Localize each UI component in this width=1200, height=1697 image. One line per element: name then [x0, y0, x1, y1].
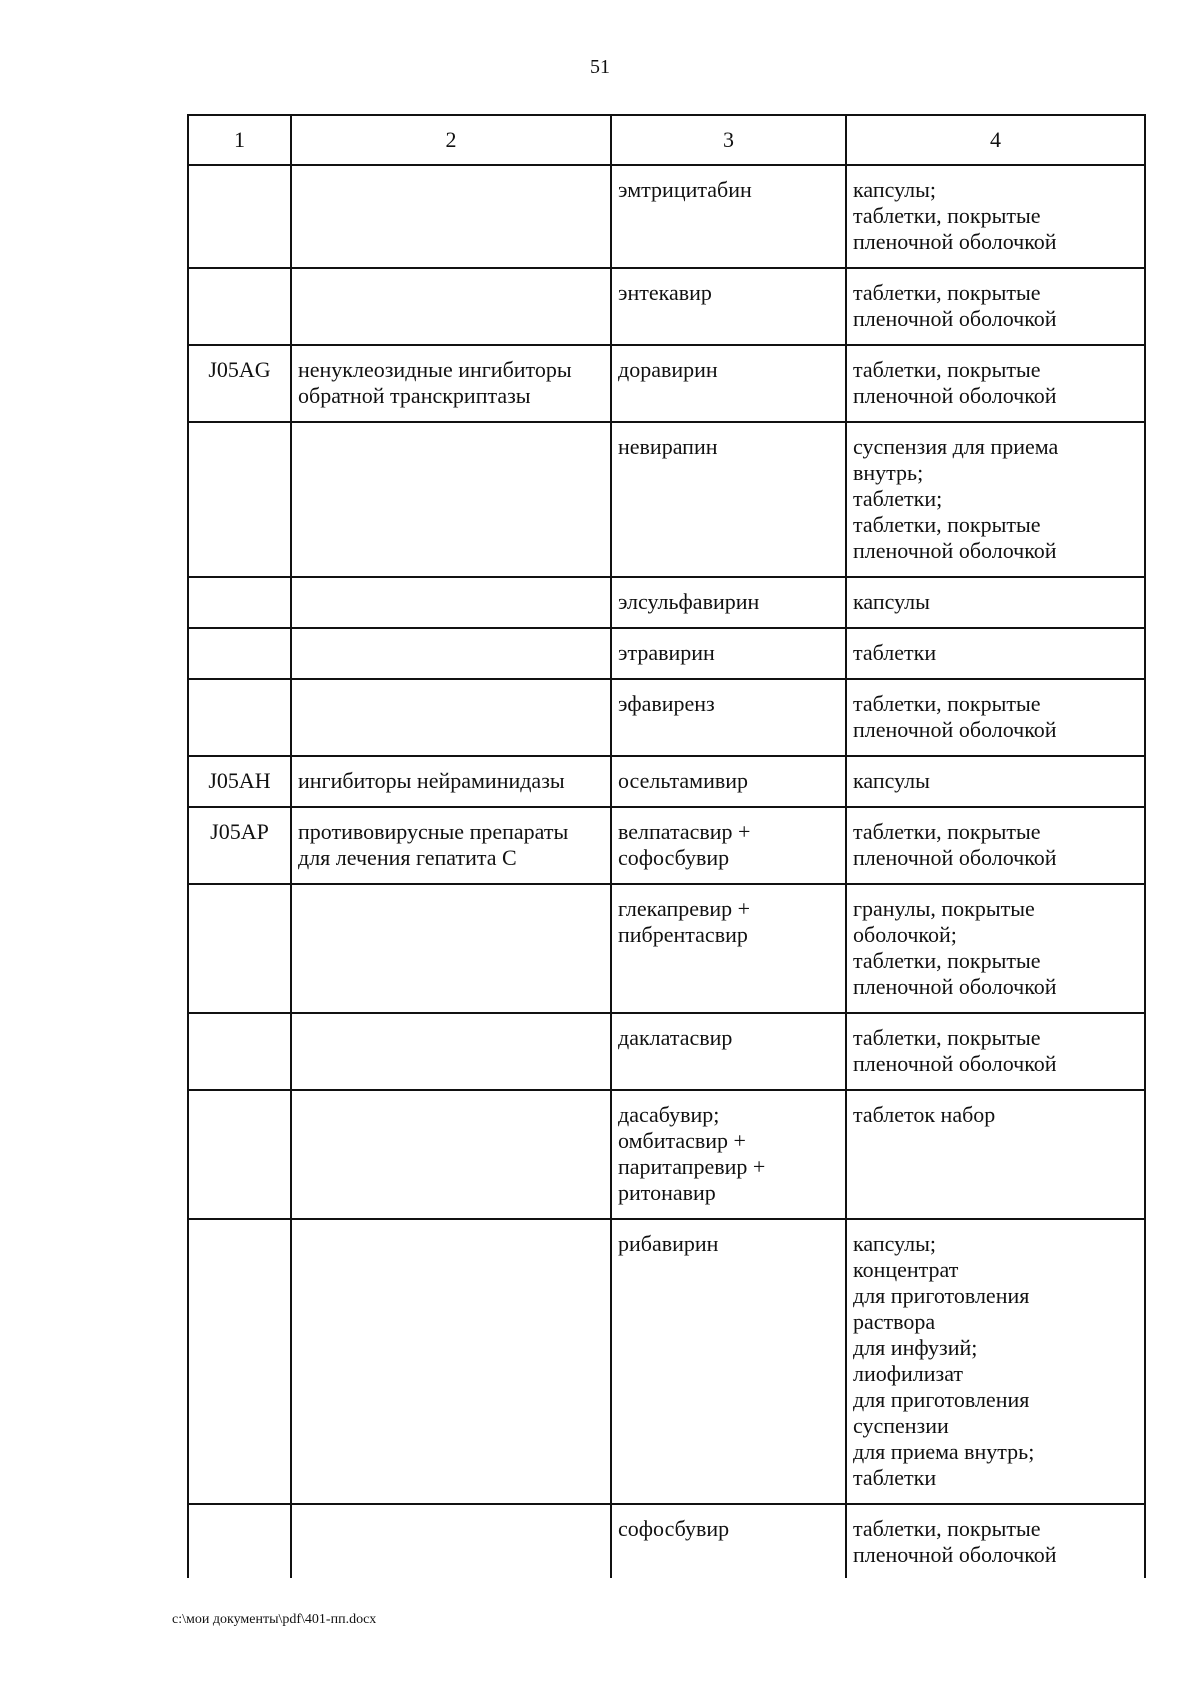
drug-name-line: доравирин [618, 357, 718, 382]
column-header: 4 [846, 115, 1145, 165]
dosage-form-line: таблетки, покрытые [853, 280, 1041, 305]
dosage-form-line: пленочной оболочкой [853, 717, 1057, 742]
drug-name-cell [611, 165, 846, 268]
dosage-form-line: для приготовления [853, 1387, 1030, 1412]
drug-name-line: невирапин [618, 434, 718, 459]
dosage-form-cell [846, 628, 1145, 679]
atc-code-cell: J05AP [188, 807, 291, 884]
dosage-form-line: таблетки; [853, 486, 943, 511]
atc-code-cell [188, 1504, 291, 1578]
group-cell [291, 756, 611, 807]
group-cell [291, 422, 611, 577]
drug-name-line: эфавиренз [618, 691, 715, 716]
table-row [188, 1504, 1145, 1578]
dosage-form-line: для инфузий; [853, 1335, 978, 1360]
dosage-form-line: пленочной оболочкой [853, 974, 1057, 999]
dosage-form-cell [846, 679, 1145, 756]
table-row [188, 345, 1145, 422]
drug-name-line: паритапревир + [618, 1154, 766, 1179]
drug-name-cell [611, 577, 846, 628]
atc-code-cell [188, 1013, 291, 1090]
dosage-form-cell [846, 1219, 1145, 1504]
dosage-form-cell [846, 1504, 1145, 1578]
table-row [188, 577, 1145, 628]
dosage-form-cell [846, 884, 1145, 1013]
footer-file-path: c:\мои документы\pdf\401-пп.docx [172, 1612, 377, 1627]
drug-name-cell [611, 628, 846, 679]
group-cell [291, 268, 611, 345]
drug-name-cell [611, 884, 846, 1013]
table-header-row [188, 115, 1145, 165]
dosage-form-line: концентрат [853, 1257, 959, 1282]
group-cell [291, 679, 611, 756]
drug-name-line: глекапревир + [618, 896, 751, 921]
column-header: 1 [188, 115, 291, 165]
drug-name-cell [611, 1090, 846, 1219]
group-cell [291, 628, 611, 679]
group-cell [291, 1013, 611, 1090]
group-cell [291, 1219, 611, 1504]
atc-code-cell [188, 884, 291, 1013]
group-cell [291, 345, 611, 422]
dosage-form-cell [846, 422, 1145, 577]
dosage-form-line: таблетки [853, 640, 937, 665]
dosage-form-cell [846, 268, 1145, 345]
dosage-form-line: пленочной оболочкой [853, 845, 1057, 870]
table-row [188, 679, 1145, 756]
drug-name-line: даклатасвир [618, 1025, 733, 1050]
dosage-form-line: лиофилизат [853, 1361, 964, 1386]
group-cell [291, 1504, 611, 1578]
dosage-form-line: гранулы, покрытые [853, 896, 1035, 921]
dosage-form-line: таблетки, покрытые [853, 1516, 1041, 1541]
drug-name-line: этравирин [618, 640, 715, 665]
atc-code-cell [188, 1219, 291, 1504]
page-number: 51 [590, 56, 610, 78]
dosage-form-cell [846, 345, 1145, 422]
dosage-form-line: таблетки, покрытые [853, 819, 1041, 844]
drug-name-cell [611, 807, 846, 884]
atc-code-cell: J05AG [188, 345, 291, 422]
drug-name-line: пибрентасвир [618, 922, 748, 947]
table-row [188, 1219, 1145, 1504]
drug-name-line: ритонавир [618, 1180, 716, 1205]
drug-name-line: эмтрицитабин [618, 177, 752, 202]
dosage-form-line: для приготовления [853, 1283, 1030, 1308]
table-row [188, 422, 1145, 577]
dosage-form-line: раствора [853, 1309, 936, 1334]
drug-name-line: омбитасвир + [618, 1128, 746, 1153]
table-row [188, 1090, 1145, 1219]
dosage-form-line: для приема внутрь; [853, 1439, 1035, 1464]
dosage-form-line: капсулы; [853, 177, 936, 202]
atc-code-cell [188, 628, 291, 679]
dosage-form-cell [846, 807, 1145, 884]
drug-name-cell [611, 268, 846, 345]
drug-name-cell [611, 679, 846, 756]
dosage-form-line: таблетки, покрытые [853, 1025, 1041, 1050]
table-row [188, 807, 1145, 884]
column-header: 2 [291, 115, 611, 165]
group-line: противовирусные препараты [298, 819, 569, 844]
table-row [188, 268, 1145, 345]
dosage-form-cell [846, 1090, 1145, 1219]
group-line: для лечения гепатита С [298, 845, 517, 870]
drug-name-line: софосбувир [618, 845, 730, 870]
drug-name-line: осельтамивир [618, 768, 749, 793]
dosage-form-line: оболочкой; [853, 922, 957, 947]
table-body [188, 165, 1145, 1578]
table-row [188, 884, 1145, 1013]
drug-name-line: элсульфавирин [618, 589, 760, 614]
dosage-form-line: пленочной оболочкой [853, 1542, 1057, 1567]
dosage-form-line: суспензии [853, 1413, 949, 1438]
group-line: ингибиторы нейраминидазы [298, 768, 565, 793]
table-row [188, 756, 1145, 807]
dosage-form-cell [846, 577, 1145, 628]
group-cell [291, 165, 611, 268]
dosage-form-line: пленочной оболочкой [853, 538, 1057, 563]
drug-name-cell [611, 1504, 846, 1578]
dosage-form-cell [846, 1013, 1145, 1090]
drug-name-line: дасабувир; [618, 1102, 720, 1127]
table-row [188, 165, 1145, 268]
atc-code-cell [188, 577, 291, 628]
dosage-form-line: капсулы [853, 589, 930, 614]
group-line: обратной транскриптазы [298, 383, 531, 408]
dosage-form-line: таблетки, покрытые [853, 691, 1041, 716]
dosage-form-line: таблетки, покрытые [853, 948, 1041, 973]
drug-name-cell [611, 1013, 846, 1090]
drug-name-cell [611, 422, 846, 577]
drug-table [187, 114, 1146, 1578]
group-cell [291, 807, 611, 884]
dosage-form-cell [846, 756, 1145, 807]
group-cell [291, 577, 611, 628]
atc-code-cell [188, 679, 291, 756]
group-cell [291, 884, 611, 1013]
drug-name-cell [611, 1219, 846, 1504]
dosage-form-line: капсулы [853, 768, 930, 793]
drug-name-line: рибавирин [618, 1231, 719, 1256]
dosage-form-cell [846, 165, 1145, 268]
table-row [188, 1013, 1145, 1090]
dosage-form-line: таблетки, покрытые [853, 203, 1041, 228]
dosage-form-line: внутрь; [853, 460, 924, 485]
dosage-form-line: таблетки, покрытые [853, 357, 1041, 382]
table-row [188, 628, 1145, 679]
atc-code-cell: J05AH [188, 756, 291, 807]
dosage-form-line: пленочной оболочкой [853, 229, 1057, 254]
column-header: 3 [611, 115, 846, 165]
atc-code-cell [188, 165, 291, 268]
dosage-form-line: таблеток набор [853, 1102, 996, 1127]
atc-code-cell [188, 268, 291, 345]
drug-name-line: энтекавир [618, 280, 712, 305]
dosage-form-line: таблетки [853, 1465, 937, 1490]
drug-name-cell [611, 756, 846, 807]
dosage-form-line: пленочной оболочкой [853, 1051, 1057, 1076]
group-cell [291, 1090, 611, 1219]
dosage-form-line: таблетки, покрытые [853, 512, 1041, 537]
drug-name-line: софосбувир [618, 1516, 730, 1541]
dosage-form-line: пленочной оболочкой [853, 383, 1057, 408]
dosage-form-line: капсулы; [853, 1231, 936, 1256]
group-line: ненуклеозидные ингибиторы [298, 357, 572, 382]
drug-name-cell [611, 345, 846, 422]
atc-code-cell [188, 422, 291, 577]
dosage-form-line: суспензия для приема [853, 434, 1059, 459]
dosage-form-line: пленочной оболочкой [853, 306, 1057, 331]
atc-code-cell [188, 1090, 291, 1219]
drug-name-line: велпатасвир + [618, 819, 751, 844]
